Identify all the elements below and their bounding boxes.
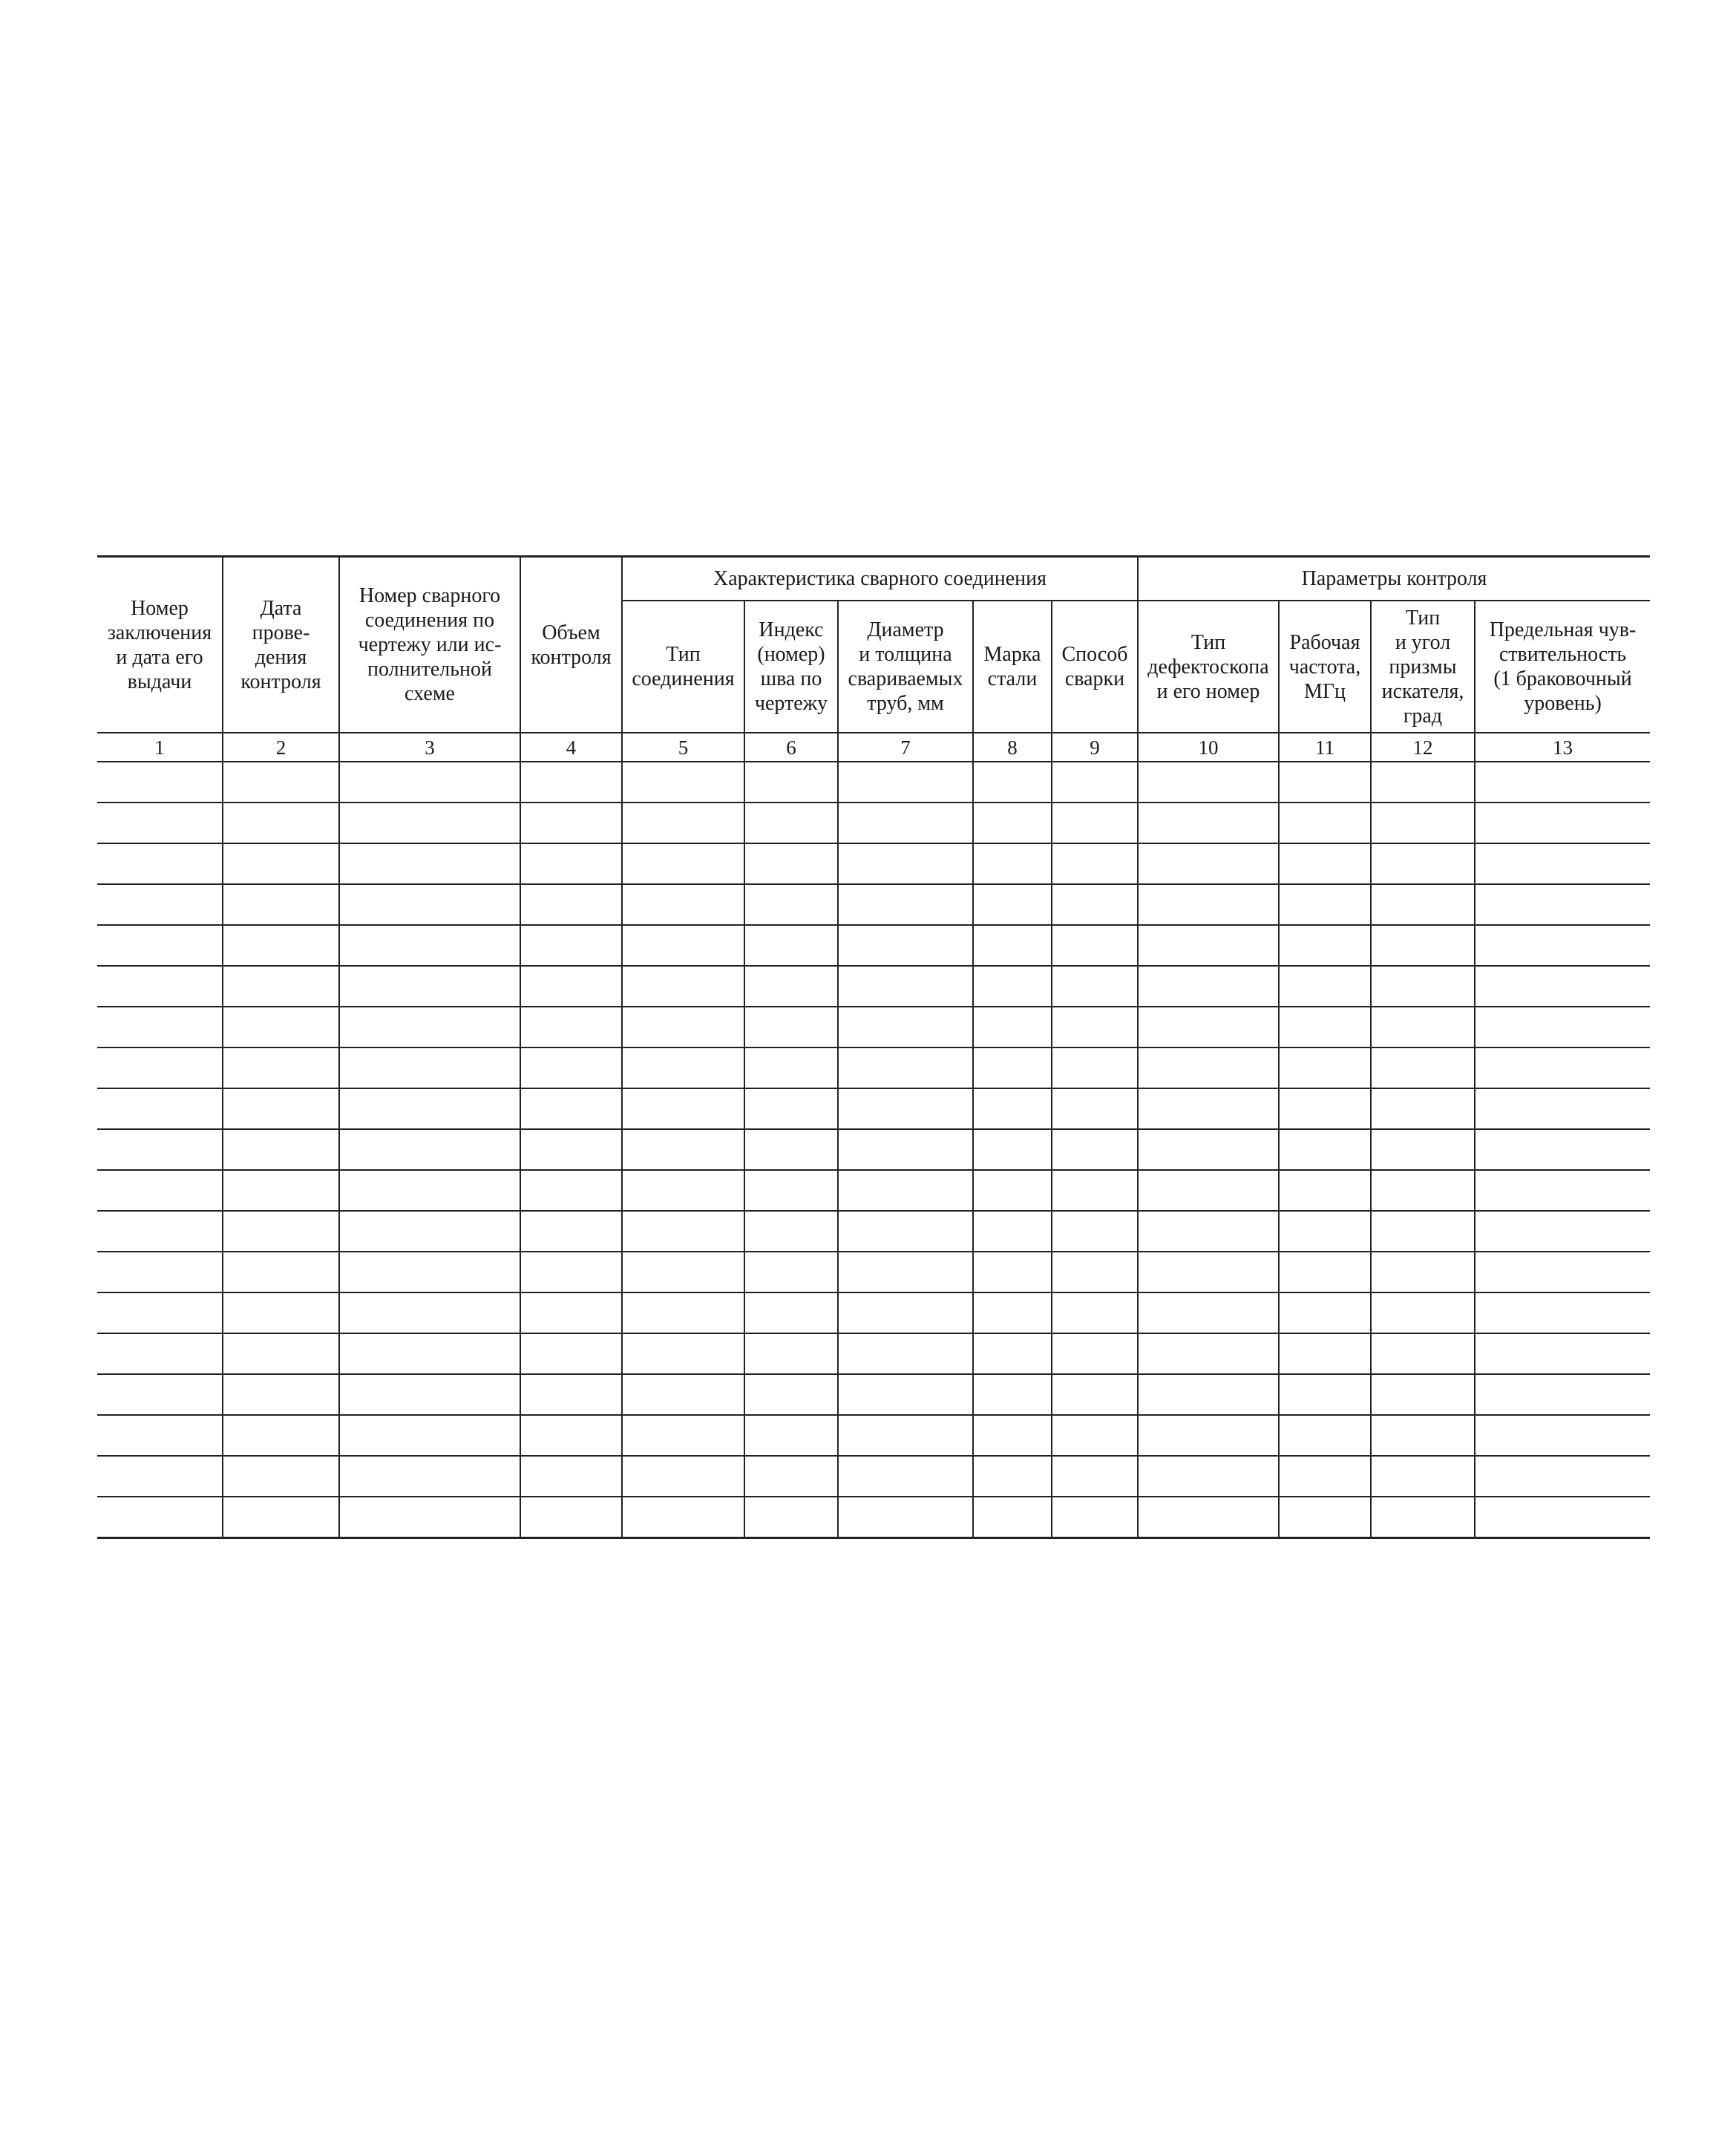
table-cell[interactable] <box>973 1333 1052 1374</box>
table-cell[interactable] <box>1475 1374 1650 1415</box>
table-cell[interactable] <box>838 1374 973 1415</box>
table-cell[interactable] <box>1052 966 1138 1007</box>
table-cell[interactable] <box>1138 966 1279 1007</box>
table-cell[interactable] <box>744 1170 838 1211</box>
table-cell[interactable] <box>622 1252 744 1292</box>
table-cell[interactable] <box>520 1088 622 1129</box>
table-cell[interactable] <box>520 1048 622 1088</box>
table-cell[interactable] <box>520 966 622 1007</box>
table-cell[interactable] <box>1475 1415 1650 1456</box>
table-row <box>97 843 1650 884</box>
table-cell[interactable] <box>1371 843 1475 884</box>
table-cell[interactable] <box>1052 1415 1138 1456</box>
table-cell[interactable] <box>97 1374 223 1415</box>
table-cell[interactable] <box>223 1415 339 1456</box>
table-cell[interactable] <box>1371 1292 1475 1333</box>
table-cell[interactable] <box>1279 843 1371 884</box>
table-cell[interactable] <box>339 1211 520 1252</box>
table-cell[interactable] <box>97 1497 223 1538</box>
table-cell[interactable] <box>744 1007 838 1048</box>
table-cell[interactable] <box>1475 1456 1650 1497</box>
table-cell[interactable] <box>97 1415 223 1456</box>
table-row <box>97 1129 1650 1170</box>
table-cell[interactable] <box>1279 1456 1371 1497</box>
table-cell[interactable] <box>97 1088 223 1129</box>
table-cell[interactable] <box>1052 1374 1138 1415</box>
table-cell[interactable] <box>520 1497 622 1538</box>
table-row <box>97 1252 1650 1292</box>
table-cell[interactable] <box>744 1415 838 1456</box>
table-cell[interactable] <box>838 762 973 803</box>
table-cell[interactable] <box>1279 1292 1371 1333</box>
table-cell[interactable] <box>1279 1497 1371 1538</box>
table-cell[interactable] <box>973 1374 1052 1415</box>
table-cell[interactable] <box>97 1129 223 1170</box>
header-control-volume: Объем контроля <box>520 557 622 733</box>
table-cell[interactable] <box>1052 803 1138 843</box>
table-cell[interactable] <box>223 925 339 966</box>
table-cell[interactable] <box>223 1048 339 1088</box>
table-cell[interactable] <box>97 803 223 843</box>
table-cell[interactable] <box>1052 1456 1138 1497</box>
table-cell[interactable] <box>622 1048 744 1088</box>
table-cell[interactable] <box>622 925 744 966</box>
table-cell[interactable] <box>838 843 973 884</box>
header-control-date: Дата прове- дения контроля <box>223 557 339 733</box>
table-cell[interactable] <box>339 1292 520 1333</box>
table-cell[interactable] <box>97 762 223 803</box>
table-cell[interactable] <box>973 966 1052 1007</box>
table-cell[interactable] <box>1475 803 1650 843</box>
table-cell[interactable] <box>1371 1088 1475 1129</box>
table-cell[interactable] <box>1371 1252 1475 1292</box>
table-cell[interactable] <box>973 1048 1052 1088</box>
table-cell[interactable] <box>1475 762 1650 803</box>
table-cell[interactable] <box>622 1170 744 1211</box>
table-cell[interactable] <box>339 1170 520 1211</box>
table-cell[interactable] <box>838 884 973 925</box>
table-cell[interactable] <box>1138 1497 1279 1538</box>
table-cell[interactable] <box>1138 1088 1279 1129</box>
table-cell[interactable] <box>1371 966 1475 1007</box>
table-cell[interactable] <box>622 1333 744 1374</box>
table-cell[interactable] <box>973 884 1052 925</box>
table-cell[interactable] <box>1475 843 1650 884</box>
table-cell[interactable] <box>622 1497 744 1538</box>
table-row <box>97 925 1650 966</box>
table-cell[interactable] <box>339 1333 520 1374</box>
table-cell[interactable] <box>744 803 838 843</box>
table-cell[interactable] <box>1279 762 1371 803</box>
table-cell[interactable] <box>1138 925 1279 966</box>
table-row <box>97 1048 1650 1088</box>
table-cell[interactable] <box>1371 1374 1475 1415</box>
table-cell[interactable] <box>97 1048 223 1088</box>
table-cell[interactable] <box>1138 1252 1279 1292</box>
table-cell[interactable] <box>744 884 838 925</box>
table-cell[interactable] <box>1279 1333 1371 1374</box>
table-cell[interactable] <box>339 1497 520 1538</box>
table-cell[interactable] <box>1475 1088 1650 1129</box>
table-cell[interactable] <box>97 884 223 925</box>
table-cell[interactable] <box>1371 1129 1475 1170</box>
table-row <box>97 1292 1650 1333</box>
table-cell[interactable] <box>838 1292 973 1333</box>
table-cell[interactable] <box>1279 1252 1371 1292</box>
table-cell[interactable] <box>622 966 744 1007</box>
table-cell[interactable] <box>1138 1374 1279 1415</box>
column-number: 10 <box>1138 733 1279 762</box>
table-cell[interactable] <box>744 925 838 966</box>
header-probe-prism: Тип и угол призмы искателя, град <box>1371 601 1475 733</box>
header-weld-number: Номер сварного соединения по чертежу или ис- полнительной схеме <box>339 557 520 733</box>
table-cell[interactable] <box>339 1048 520 1088</box>
header-seam-index: Индекс (номер) шва по чертежу <box>744 601 838 733</box>
table-cell[interactable] <box>973 1456 1052 1497</box>
table-cell[interactable] <box>97 1170 223 1211</box>
table-cell[interactable] <box>1371 803 1475 843</box>
table-cell[interactable] <box>838 1333 973 1374</box>
table-cell[interactable] <box>744 762 838 803</box>
table-cell[interactable] <box>223 1170 339 1211</box>
table-cell[interactable] <box>622 1292 744 1333</box>
table-cell[interactable] <box>973 843 1052 884</box>
table-cell[interactable] <box>1371 1497 1475 1538</box>
table-cell[interactable] <box>520 1456 622 1497</box>
table-cell[interactable] <box>622 843 744 884</box>
table-cell[interactable] <box>223 1007 339 1048</box>
table-cell[interactable] <box>520 762 622 803</box>
table-cell[interactable] <box>973 762 1052 803</box>
column-number: 1 <box>97 733 223 762</box>
table-cell[interactable] <box>1371 1170 1475 1211</box>
table-cell[interactable] <box>1052 1333 1138 1374</box>
table-cell[interactable] <box>1138 1129 1279 1170</box>
table-cell[interactable] <box>1279 1007 1371 1048</box>
table-row <box>97 884 1650 925</box>
table-cell[interactable] <box>520 1374 622 1415</box>
table-cell[interactable] <box>1475 884 1650 925</box>
column-number: 2 <box>223 733 339 762</box>
table-cell[interactable] <box>838 925 973 966</box>
table-cell[interactable] <box>973 1211 1052 1252</box>
table-cell[interactable] <box>1052 1088 1138 1129</box>
table-cell[interactable] <box>838 966 973 1007</box>
table-cell[interactable] <box>1371 1415 1475 1456</box>
table-cell[interactable] <box>622 1211 744 1252</box>
table-cell[interactable] <box>622 1007 744 1048</box>
table-cell[interactable] <box>339 803 520 843</box>
table-cell[interactable] <box>622 1374 744 1415</box>
header-flaw-detector: Тип дефектоскопа и его номер <box>1138 601 1279 733</box>
column-number: 4 <box>520 733 622 762</box>
ultrasonic-control-log-table <box>97 555 1650 1539</box>
table-cell[interactable] <box>339 1088 520 1129</box>
header-limit-sensitivity: Предельная чув- ствительность (1 браковочный уровень) <box>1475 601 1650 733</box>
table-cell[interactable] <box>1052 1129 1138 1170</box>
table-cell[interactable] <box>1138 1170 1279 1211</box>
table-cell[interactable] <box>1475 1170 1650 1211</box>
table-cell[interactable] <box>339 884 520 925</box>
column-number: 11 <box>1279 733 1371 762</box>
table-cell[interactable] <box>97 925 223 966</box>
table-cell[interactable] <box>622 803 744 843</box>
table-cell[interactable] <box>339 966 520 1007</box>
header-operating-frequency: Рабочая частота, МГц <box>1279 601 1371 733</box>
table-cell[interactable] <box>520 1333 622 1374</box>
table-cell[interactable] <box>339 762 520 803</box>
table-cell[interactable] <box>622 1088 744 1129</box>
table-cell[interactable] <box>339 843 520 884</box>
table-row <box>97 1007 1650 1048</box>
table-cell[interactable] <box>1279 1211 1371 1252</box>
table-cell[interactable] <box>1371 925 1475 966</box>
table-cell[interactable] <box>223 762 339 803</box>
table-cell[interactable] <box>520 843 622 884</box>
table-cell[interactable] <box>838 1415 973 1456</box>
table-cell[interactable] <box>520 1292 622 1333</box>
table-cell[interactable] <box>223 1211 339 1252</box>
table-cell[interactable] <box>744 843 838 884</box>
table-cell[interactable] <box>973 925 1052 966</box>
table-cell[interactable] <box>223 966 339 1007</box>
table-cell[interactable] <box>1475 925 1650 966</box>
table-cell[interactable] <box>1138 843 1279 884</box>
table-cell[interactable] <box>973 1088 1052 1129</box>
header-pipe-diameter-thickness: Диаметр и толщина свариваемых труб, мм <box>838 601 973 733</box>
table-cell[interactable] <box>223 1456 339 1497</box>
table-cell[interactable] <box>838 1497 973 1538</box>
table-cell[interactable] <box>1138 803 1279 843</box>
table-row <box>97 1170 1650 1211</box>
column-number-row <box>97 733 1650 762</box>
table-row <box>97 1456 1650 1497</box>
table-cell[interactable] <box>1279 966 1371 1007</box>
table-cell[interactable] <box>223 1088 339 1129</box>
table-cell[interactable] <box>744 1048 838 1088</box>
table-cell[interactable] <box>744 1252 838 1292</box>
table-cell[interactable] <box>973 1170 1052 1211</box>
table-cell[interactable] <box>339 1374 520 1415</box>
table-cell[interactable] <box>838 1129 973 1170</box>
table-cell[interactable] <box>744 1211 838 1252</box>
table-cell[interactable] <box>520 1415 622 1456</box>
table-cell[interactable] <box>1138 884 1279 925</box>
table-cell[interactable] <box>520 803 622 843</box>
table-cell[interactable] <box>223 843 339 884</box>
table-cell[interactable] <box>97 1456 223 1497</box>
header-welding-method: Способ сварки <box>1052 601 1138 733</box>
column-number: 12 <box>1371 733 1475 762</box>
table-cell[interactable] <box>1475 1252 1650 1292</box>
table-cell[interactable] <box>1138 1007 1279 1048</box>
table-cell[interactable] <box>97 966 223 1007</box>
table-cell[interactable] <box>223 1374 339 1415</box>
table-cell[interactable] <box>1279 1415 1371 1456</box>
table-cell[interactable] <box>1052 1497 1138 1538</box>
table-cell[interactable] <box>1052 1252 1138 1292</box>
table-cell[interactable] <box>1052 1048 1138 1088</box>
column-number: 3 <box>339 733 520 762</box>
column-number: 9 <box>1052 733 1138 762</box>
table-cell[interactable] <box>744 1456 838 1497</box>
table-cell[interactable] <box>339 925 520 966</box>
table-cell[interactable] <box>339 1252 520 1292</box>
table-cell[interactable] <box>1138 1456 1279 1497</box>
table-cell[interactable] <box>973 1007 1052 1048</box>
table-cell[interactable] <box>223 1292 339 1333</box>
table-cell[interactable] <box>1052 1007 1138 1048</box>
table-cell[interactable] <box>520 925 622 966</box>
table-cell[interactable] <box>1371 762 1475 803</box>
table-cell[interactable] <box>1279 1374 1371 1415</box>
table-cell[interactable] <box>622 1129 744 1170</box>
table-row <box>97 1497 1650 1538</box>
table-cell[interactable] <box>1475 1333 1650 1374</box>
table-cell[interactable] <box>520 1007 622 1048</box>
table-cell[interactable] <box>1138 1211 1279 1252</box>
table-cell[interactable] <box>1138 1048 1279 1088</box>
table-cell[interactable] <box>339 1415 520 1456</box>
table-cell[interactable] <box>1475 1211 1650 1252</box>
table-cell[interactable] <box>838 1211 973 1252</box>
table-cell[interactable] <box>1052 1211 1138 1252</box>
table-cell[interactable] <box>1371 884 1475 925</box>
table-row <box>97 1415 1650 1456</box>
table-cell[interactable] <box>1371 1048 1475 1088</box>
table-cell[interactable] <box>1279 925 1371 966</box>
table-cell[interactable] <box>97 843 223 884</box>
table-cell[interactable] <box>1279 884 1371 925</box>
table-cell[interactable] <box>838 1252 973 1292</box>
table-row <box>97 803 1650 843</box>
table-row <box>97 1333 1650 1374</box>
table-cell[interactable] <box>1279 1129 1371 1170</box>
table-cell[interactable] <box>744 1333 838 1374</box>
table-cell[interactable] <box>1371 1333 1475 1374</box>
table-cell[interactable] <box>1138 1415 1279 1456</box>
table-cell[interactable] <box>97 1333 223 1374</box>
table-cell[interactable] <box>223 1497 339 1538</box>
table-cell[interactable] <box>1279 803 1371 843</box>
table-cell[interactable] <box>1279 1048 1371 1088</box>
table-cell[interactable] <box>223 1252 339 1292</box>
column-number: 13 <box>1475 733 1650 762</box>
header-conclusion-number: Номер заключения и дата его выдачи <box>97 557 223 733</box>
table-cell[interactable] <box>838 1456 973 1497</box>
table-cell[interactable] <box>1052 1170 1138 1211</box>
table-cell[interactable] <box>744 966 838 1007</box>
table-cell[interactable] <box>622 762 744 803</box>
table-cell[interactable] <box>744 1088 838 1129</box>
table-row <box>97 762 1650 803</box>
table-cell[interactable] <box>339 1456 520 1497</box>
table-cell[interactable] <box>1279 1170 1371 1211</box>
table-cell[interactable] <box>1475 1292 1650 1333</box>
table-cell[interactable] <box>223 1333 339 1374</box>
table-cell[interactable] <box>744 1292 838 1333</box>
table-cell[interactable] <box>1052 1292 1138 1333</box>
table-cell[interactable] <box>339 1129 520 1170</box>
column-number: 7 <box>838 733 973 762</box>
table-cell[interactable] <box>1279 1088 1371 1129</box>
table-cell[interactable] <box>97 1007 223 1048</box>
table-cell[interactable] <box>1475 1048 1650 1088</box>
table-row <box>97 1088 1650 1129</box>
table-cell[interactable] <box>973 1292 1052 1333</box>
table-cell[interactable] <box>973 1129 1052 1170</box>
table-row <box>97 966 1650 1007</box>
column-number: 6 <box>744 733 838 762</box>
table-row <box>97 1211 1650 1252</box>
table-cell[interactable] <box>1138 762 1279 803</box>
group-header-weld-characteristics: Характеристика сварного соединения <box>622 557 1138 601</box>
table-cell[interactable] <box>1371 1007 1475 1048</box>
table-cell[interactable] <box>520 1252 622 1292</box>
table-cell[interactable] <box>520 1211 622 1252</box>
table-cell[interactable] <box>973 1497 1052 1538</box>
table-cell[interactable] <box>1475 1007 1650 1048</box>
table-cell[interactable] <box>1052 762 1138 803</box>
table-cell[interactable] <box>973 1415 1052 1456</box>
table-cell[interactable] <box>622 1456 744 1497</box>
table-cell[interactable] <box>622 884 744 925</box>
table-cell[interactable] <box>1052 843 1138 884</box>
table-cell[interactable] <box>1475 1129 1650 1170</box>
table-cell[interactable] <box>339 1007 520 1048</box>
table-cell[interactable] <box>744 1129 838 1170</box>
table-cell[interactable] <box>1138 1333 1279 1374</box>
table-cell[interactable] <box>973 1252 1052 1292</box>
table-cell[interactable] <box>1138 1292 1279 1333</box>
table-cell[interactable] <box>520 1170 622 1211</box>
table-cell[interactable] <box>1371 1456 1475 1497</box>
table-cell[interactable] <box>223 884 339 925</box>
column-number: 8 <box>973 733 1052 762</box>
table-cell[interactable] <box>1371 1211 1475 1252</box>
table-cell[interactable] <box>838 1170 973 1211</box>
column-number: 5 <box>622 733 744 762</box>
table-cell[interactable] <box>1475 966 1650 1007</box>
header-joint-type: Тип соединения <box>622 601 744 733</box>
table-cell[interactable] <box>838 1048 973 1088</box>
table-cell[interactable] <box>97 1211 223 1252</box>
table-cell[interactable] <box>223 803 339 843</box>
table-cell[interactable] <box>97 1252 223 1292</box>
table-cell[interactable] <box>973 803 1052 843</box>
group-header-control-parameters: Параметры контроля <box>1138 557 1650 601</box>
table-cell[interactable] <box>744 1497 838 1538</box>
table-cell[interactable] <box>838 1007 973 1048</box>
table-cell[interactable] <box>1052 925 1138 966</box>
table-cell[interactable] <box>1475 1497 1650 1538</box>
table-cell[interactable] <box>520 1129 622 1170</box>
table-cell[interactable] <box>97 1292 223 1333</box>
table-cell[interactable] <box>838 1088 973 1129</box>
table-row <box>97 1374 1650 1415</box>
table-cell[interactable] <box>838 803 973 843</box>
header-steel-grade: Марка стали <box>973 601 1052 733</box>
table-cell[interactable] <box>1052 884 1138 925</box>
table-cell[interactable] <box>744 1374 838 1415</box>
table-cell[interactable] <box>223 1129 339 1170</box>
table-cell[interactable] <box>622 1415 744 1456</box>
table-cell[interactable] <box>520 884 622 925</box>
